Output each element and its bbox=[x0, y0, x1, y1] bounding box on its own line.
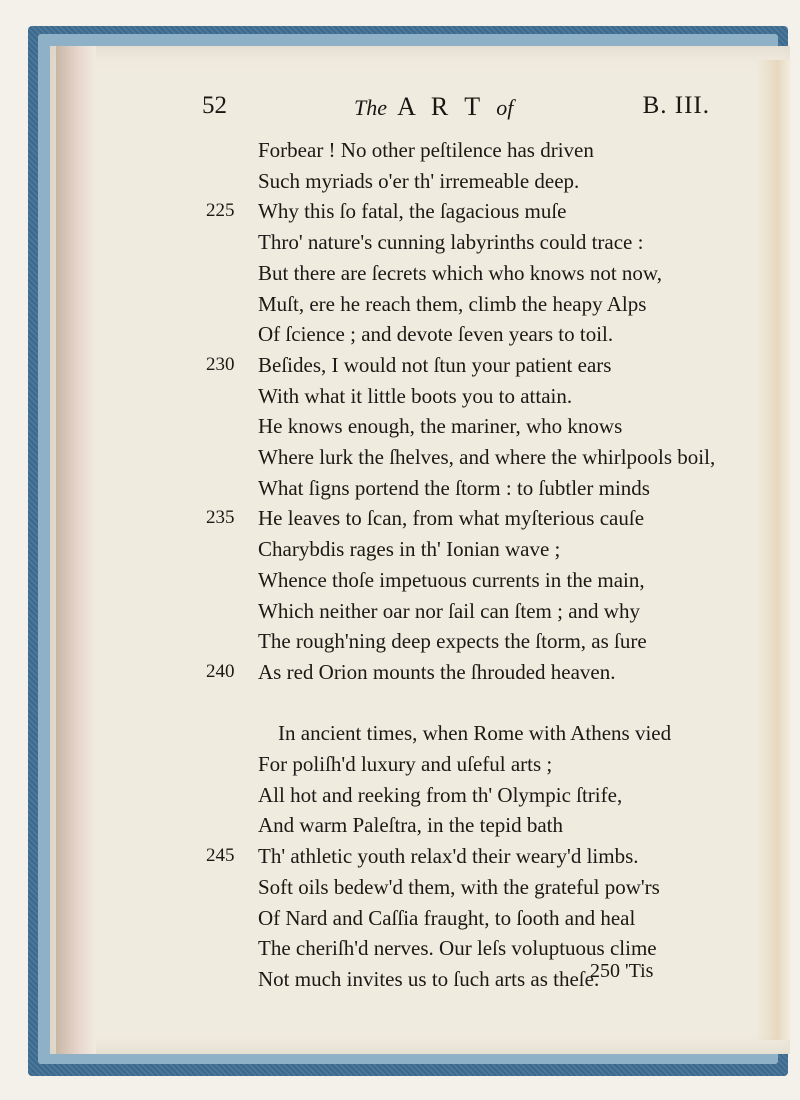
line-number: 225 bbox=[206, 200, 235, 222]
line-text: In ancient times, when Rome with Athens vied bbox=[278, 721, 672, 746]
line-text: Whence thoſe impetuous currents in the main, bbox=[258, 567, 645, 592]
poem-line bbox=[278, 717, 671, 749]
poem-line bbox=[258, 595, 640, 627]
line-number: 245 bbox=[206, 845, 235, 867]
poem-line bbox=[258, 380, 572, 412]
poem-line bbox=[258, 533, 560, 565]
poem-line bbox=[258, 318, 613, 350]
poem-line bbox=[206, 502, 645, 534]
poem-line bbox=[206, 349, 612, 381]
poem-line bbox=[258, 472, 650, 504]
line-text: Soft oils bedew'd them, with the grateful pow'rs bbox=[258, 874, 660, 899]
line-number: 240 bbox=[206, 660, 235, 682]
line-text: Such myriads o'er th' irremeable deep. bbox=[258, 168, 580, 193]
line-text: As red Orion mounts the ſhrouded heaven. bbox=[258, 659, 616, 684]
poem-line bbox=[258, 257, 662, 289]
line-text: Of Nard and Caſſia fraught, to ſooth and heal bbox=[258, 905, 636, 930]
title-the: The bbox=[354, 95, 387, 120]
line-text: Why this ſo fatal, the ſagacious muſe bbox=[258, 199, 567, 224]
line-text: And warm Paleſtra, in the tepid bath bbox=[258, 813, 564, 838]
line-number: 235 bbox=[206, 507, 235, 529]
poem-line bbox=[258, 902, 635, 934]
poem-line bbox=[206, 840, 639, 872]
gutter-shadow bbox=[56, 46, 96, 1054]
poem-line bbox=[206, 195, 567, 227]
line-text: But there are ſecrets which who knows not now, bbox=[258, 260, 662, 285]
poem-line bbox=[258, 441, 715, 473]
poem-line bbox=[258, 779, 622, 811]
line-text: With what it little boots you to attain. bbox=[258, 383, 573, 408]
poem-line bbox=[258, 410, 622, 442]
line-text: Beſides, I would not ſtun your patient ears bbox=[258, 352, 612, 377]
line-text: Thro' nature's cunning labyrinths could trace : bbox=[258, 230, 644, 255]
poem-line bbox=[258, 165, 579, 197]
catchword: 250 'Tis bbox=[590, 960, 654, 982]
poem-line bbox=[258, 625, 647, 657]
line-text: Not much invites us to ſuch arts as theſe. bbox=[258, 966, 600, 991]
poem-line bbox=[258, 871, 660, 903]
title-art: A R T bbox=[397, 92, 485, 121]
poem-line bbox=[258, 748, 552, 780]
page-edge-stain bbox=[756, 60, 792, 1040]
line-text: He leaves to ſcan, from what myſterious cauſe bbox=[258, 506, 645, 531]
running-title bbox=[354, 92, 513, 122]
line-text: What ſigns portend the ſtorm : to ſubtler minds bbox=[258, 475, 650, 500]
poem-line bbox=[258, 288, 646, 320]
poem-line bbox=[258, 564, 645, 596]
running-header bbox=[202, 92, 722, 132]
line-text: Of ſcience ; and devote ſeven years to toil. bbox=[258, 322, 614, 347]
line-text: The rough'ning deep expects the ſtorm, as ſure bbox=[258, 629, 647, 654]
line-number: 230 bbox=[206, 353, 235, 375]
line-text: All hot and reeking from th' Olympic ſtrife, bbox=[258, 782, 623, 807]
line-text: Th' athletic youth relax'd their weary'd limbs. bbox=[258, 844, 639, 869]
page-number: 52 bbox=[202, 92, 227, 119]
line-text: The cheriſh'd nerves. Our leſs voluptuous clime bbox=[258, 936, 657, 961]
line-text: Forbear ! No other peſtilence has driven bbox=[258, 138, 594, 162]
poem-line bbox=[258, 226, 643, 258]
line-text: He knows enough, the mariner, who knows bbox=[258, 414, 623, 439]
line-text: Muſt, ere he reach them, climb the heapy Alps bbox=[258, 291, 647, 316]
poem-line bbox=[258, 809, 563, 841]
title-of: of bbox=[496, 95, 514, 120]
line-text: Which neither oar nor ſail can ſtem ; and why bbox=[258, 598, 640, 623]
poem-line bbox=[206, 656, 616, 688]
book-number: B. III. bbox=[642, 92, 710, 119]
poem-line bbox=[258, 963, 599, 995]
line-text: Charybdis rages in th' Ionian wave ; bbox=[258, 537, 561, 562]
poem-line bbox=[258, 134, 594, 166]
line-text: For poliſh'd luxury and uſeful arts ; bbox=[258, 752, 553, 776]
line-text: Where lurk the ſhelves, and where the whirlpools boil, bbox=[258, 445, 716, 469]
